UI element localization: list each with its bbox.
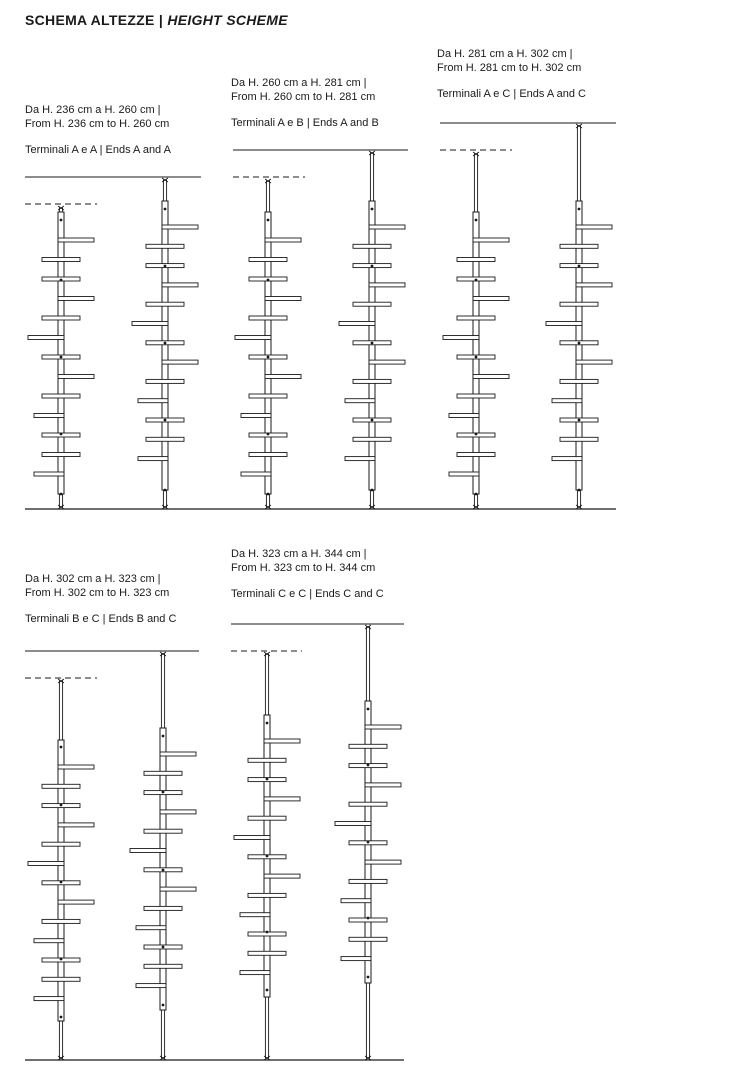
shelf (42, 842, 80, 846)
shelf (552, 457, 582, 461)
shelf (160, 752, 196, 756)
shelf (353, 302, 391, 306)
shelf (449, 472, 479, 476)
shelf (42, 784, 80, 788)
joint-dot (60, 1016, 63, 1019)
shelf (241, 472, 271, 476)
shelf (576, 283, 612, 287)
shelf (132, 322, 168, 326)
shelf (552, 399, 582, 403)
shelf (146, 379, 184, 383)
shelf (576, 225, 612, 229)
joint-dot (371, 419, 374, 422)
caption-range-en: From H. 323 cm to H. 344 cm (231, 561, 376, 574)
joint-dot (267, 493, 270, 496)
shelf (58, 765, 94, 769)
shelf (138, 399, 168, 403)
shelf (349, 802, 387, 806)
shelf (42, 919, 80, 923)
joint-dot (60, 356, 63, 359)
shelf (249, 316, 287, 320)
shelf (58, 900, 94, 904)
joint-dot (60, 881, 63, 884)
joint-dot (367, 764, 370, 767)
joint-dot (578, 342, 581, 345)
caption-range-en: From H. 260 cm to H. 281 cm (231, 90, 376, 103)
shelf (248, 816, 286, 820)
shelf (160, 887, 196, 891)
caption-range-it: Da H. 236 cm a H. 260 cm | (25, 104, 161, 116)
shelf (136, 984, 166, 988)
shelf (234, 836, 270, 840)
shelf (58, 823, 94, 827)
joint-dot (475, 493, 478, 496)
shelf (248, 758, 286, 762)
shelf (369, 225, 405, 229)
joint-dot (371, 265, 374, 268)
joint-dot (267, 219, 270, 222)
shelf (240, 971, 270, 975)
shelf (42, 258, 80, 262)
shelf (146, 302, 184, 306)
shelf (162, 360, 198, 364)
shelf (365, 860, 401, 864)
shelf (144, 906, 182, 910)
joint-dot (367, 917, 370, 920)
shelf (560, 437, 598, 441)
shelf (264, 874, 300, 878)
caption-ends: Terminali B e C | Ends B and C (25, 613, 177, 625)
shelf (34, 939, 64, 943)
shelf (58, 238, 94, 242)
pole-8 (130, 652, 196, 1060)
shelf (144, 771, 182, 775)
shelf (136, 926, 166, 930)
joint-dot (367, 841, 370, 844)
shelf (560, 379, 598, 383)
joint-dot (60, 746, 63, 749)
pole-5 (443, 152, 509, 509)
shelf (249, 258, 287, 262)
shelf (34, 472, 64, 476)
shelf (369, 360, 405, 364)
shelf (449, 414, 479, 418)
joint-dot (578, 208, 581, 211)
shelf (369, 283, 405, 287)
shelf (443, 336, 479, 340)
shelf (162, 283, 198, 287)
joint-dot (60, 804, 63, 807)
caption-range-en: From H. 281 cm to H. 302 cm (437, 61, 582, 74)
caption-ends: Terminali A e C | Ends A and C (437, 88, 586, 100)
joint-dot (162, 735, 165, 738)
pole-4 (339, 151, 405, 509)
joint-dot (267, 279, 270, 282)
shelf (335, 822, 371, 826)
joint-dot (164, 265, 167, 268)
joint-dot (60, 433, 63, 436)
joint-dot (371, 208, 374, 211)
joint-dot (162, 791, 165, 794)
shelf (341, 957, 371, 961)
shelf (353, 244, 391, 248)
shelf (457, 394, 495, 398)
shelf (248, 951, 286, 955)
caption-range-it: Da H. 281 cm a H. 302 cm | (437, 48, 573, 60)
joint-dot (60, 493, 63, 496)
shelf (457, 258, 495, 262)
joint-dot (578, 419, 581, 422)
shelf (138, 457, 168, 461)
joint-dot (162, 946, 165, 949)
shelf (365, 783, 401, 787)
joint-dot (162, 1004, 165, 1007)
shelf (42, 394, 80, 398)
shelf (349, 879, 387, 883)
shelf (341, 899, 371, 903)
joint-dot (164, 489, 167, 492)
joint-dot (475, 219, 478, 222)
shelf (42, 453, 80, 457)
pole-module (265, 212, 271, 494)
pole-6 (546, 124, 612, 509)
shelf (265, 238, 301, 242)
shelf (42, 316, 80, 320)
joint-dot (60, 958, 63, 961)
joint-dot (164, 419, 167, 422)
shelf (353, 437, 391, 441)
shelf (160, 810, 196, 814)
shelf (249, 453, 287, 457)
joint-dot (367, 708, 370, 711)
joint-dot (267, 356, 270, 359)
shelf (473, 375, 509, 379)
shelf (353, 379, 391, 383)
joint-dot (266, 989, 269, 992)
joint-dot (475, 433, 478, 436)
caption-range-it: Da H. 302 cm a H. 323 cm | (25, 573, 161, 585)
shelf (345, 399, 375, 403)
pole-module (58, 212, 64, 494)
caption-ends: Terminali A e A | Ends A and A (25, 144, 171, 156)
title-italic: HEIGHT SCHEME (167, 12, 288, 28)
shelf (144, 829, 182, 833)
caption-range-it: Da H. 260 cm a H. 281 cm | (231, 77, 367, 89)
pole-module (473, 212, 479, 494)
joint-dot (371, 489, 374, 492)
shelf (457, 316, 495, 320)
joint-dot (266, 778, 269, 781)
joint-dot (266, 722, 269, 725)
shelf (560, 244, 598, 248)
joint-dot (475, 356, 478, 359)
shelf (365, 725, 401, 729)
shelf (248, 893, 286, 897)
joint-dot (266, 931, 269, 934)
pole-7 (28, 679, 94, 1060)
joint-dot (266, 855, 269, 858)
shelf (560, 302, 598, 306)
shelf (546, 322, 582, 326)
joint-dot (367, 976, 370, 979)
shelf (42, 977, 80, 981)
shelf (58, 375, 94, 379)
shelf (345, 457, 375, 461)
joint-dot (164, 208, 167, 211)
shelf (264, 797, 300, 801)
shelf (457, 453, 495, 457)
joint-dot (371, 342, 374, 345)
shelf (241, 414, 271, 418)
shelf (146, 437, 184, 441)
caption-range-en: From H. 236 cm to H. 260 cm (25, 117, 170, 130)
shelf (34, 997, 64, 1001)
joint-dot (162, 869, 165, 872)
shelf (576, 360, 612, 364)
joint-dot (475, 279, 478, 282)
joint-dot (60, 279, 63, 282)
caption-ends: Terminali A e B | Ends A and B (231, 117, 379, 129)
shelf (473, 238, 509, 242)
shelf (349, 937, 387, 941)
shelf (240, 913, 270, 917)
shelf (144, 964, 182, 968)
caption-ends: Terminali C e C | Ends C and C (231, 588, 384, 600)
joint-dot (60, 219, 63, 222)
shelf (28, 336, 64, 340)
shelf (34, 414, 64, 418)
shelf (58, 297, 94, 301)
title-separator: | (158, 12, 164, 28)
shelf (265, 297, 301, 301)
joint-dot (578, 489, 581, 492)
shelf (349, 744, 387, 748)
shelf (265, 375, 301, 379)
shelf (339, 322, 375, 326)
shelf (249, 394, 287, 398)
joint-dot (164, 342, 167, 345)
joint-dot (578, 265, 581, 268)
joint-dot (267, 433, 270, 436)
shelf (162, 225, 198, 229)
title-main: SCHEMA ALTEZZE (25, 12, 155, 28)
shelf (473, 297, 509, 301)
pole-3 (235, 179, 301, 509)
caption-range-en: From H. 302 cm to H. 323 cm (25, 586, 170, 599)
caption-range-it: Da H. 323 cm a H. 344 cm | (231, 548, 367, 560)
shelf (28, 862, 64, 866)
shelf (146, 244, 184, 248)
shelf (130, 849, 166, 853)
shelf (264, 739, 300, 743)
shelf (235, 336, 271, 340)
